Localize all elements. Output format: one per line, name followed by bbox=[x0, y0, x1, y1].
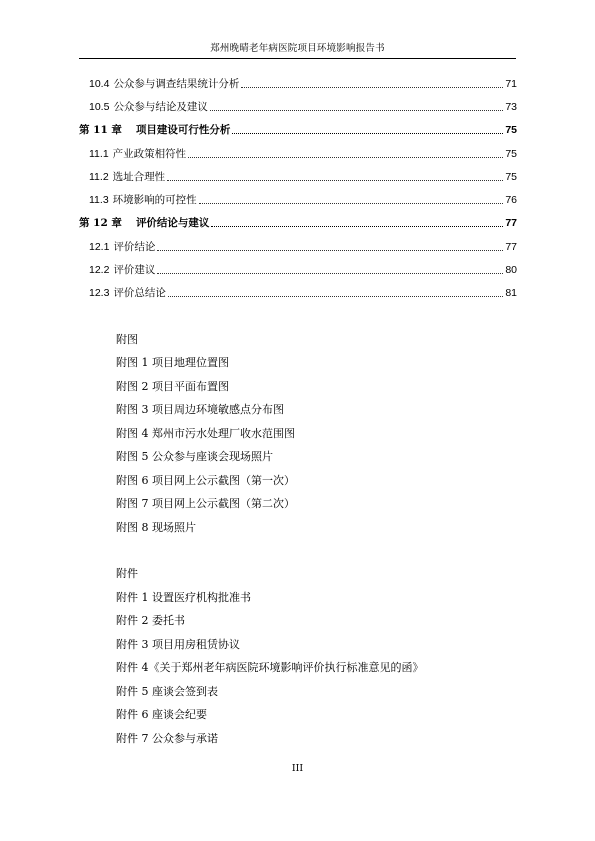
toc-entry-11-3[interactable] bbox=[79, 192, 517, 208]
toc-entry-12-3[interactable] bbox=[79, 285, 517, 301]
attachment-item: 附件 2 委托书 bbox=[116, 614, 185, 627]
figures-heading: 附图 bbox=[116, 333, 138, 346]
toc-leader bbox=[241, 87, 503, 88]
toc-number: 11.3 bbox=[89, 194, 109, 206]
toc-page: 75 bbox=[505, 148, 517, 160]
toc-leader bbox=[211, 226, 503, 227]
attachments-heading: 附件 bbox=[116, 567, 138, 580]
toc-page: 75 bbox=[505, 124, 517, 136]
toc-leader bbox=[167, 180, 503, 181]
toc-leader bbox=[157, 250, 503, 251]
toc-page: 76 bbox=[505, 194, 517, 206]
toc-page: 77 bbox=[505, 241, 517, 253]
toc-entry-10-5[interactable] bbox=[79, 99, 517, 115]
attachment-item: 附件 6 座谈会纪要 bbox=[116, 708, 207, 721]
toc-title: 评价总结论 bbox=[113, 287, 166, 299]
toc-chapter-11[interactable] bbox=[79, 122, 517, 138]
toc-entry-12-1[interactable] bbox=[79, 239, 517, 255]
toc-title: 环境影响的可控性 bbox=[112, 194, 197, 206]
toc-number: 10.5 bbox=[89, 101, 110, 113]
toc-title: 公众参与调查结果统计分析 bbox=[113, 78, 240, 90]
figure-item: 附图 2 项目平面布置图 bbox=[116, 380, 229, 393]
toc-title: 评价结论与建议 bbox=[135, 217, 210, 229]
toc-entry-11-1[interactable] bbox=[79, 146, 517, 162]
toc-title: 项目建设可行性分析 bbox=[135, 124, 231, 136]
toc-number: 第 11 章 bbox=[79, 124, 122, 136]
toc-title: 产业政策相符性 bbox=[112, 148, 187, 160]
toc-title: 选址合理性 bbox=[112, 171, 166, 183]
toc-number: 第 12 章 bbox=[79, 217, 122, 229]
figure-item: 附图 1 项目地理位置图 bbox=[116, 356, 229, 369]
toc-number: 11.2 bbox=[89, 171, 109, 183]
toc-title: 评价建议 bbox=[113, 264, 156, 276]
attachment-item: 附件 3 项目用房租赁协议 bbox=[116, 638, 240, 651]
page-number: III bbox=[291, 763, 304, 774]
toc-number: 11.1 bbox=[89, 148, 109, 160]
toc-leader bbox=[210, 110, 503, 111]
toc-page: 81 bbox=[505, 287, 517, 299]
figure-item: 附图 5 公众参与座谈会现场照片 bbox=[116, 450, 273, 463]
toc-page: 77 bbox=[505, 217, 517, 229]
figure-item: 附图 8 现场照片 bbox=[116, 521, 196, 534]
toc-entry-11-2[interactable] bbox=[79, 169, 517, 185]
toc-leader bbox=[157, 273, 503, 274]
figure-item: 附图 4 郑州市污水处理厂收水范围图 bbox=[116, 427, 295, 440]
toc-number: 12.1 bbox=[89, 241, 110, 253]
attachment-item: 附件 5 座谈会签到表 bbox=[116, 685, 218, 698]
toc-page: 80 bbox=[505, 264, 517, 276]
toc-title: 评价结论 bbox=[113, 241, 156, 253]
header-divider bbox=[79, 58, 516, 59]
toc-leader bbox=[188, 157, 503, 158]
toc-title: 公众参与结论及建议 bbox=[113, 101, 208, 113]
attachment-item: 附件 7 公众参与承诺 bbox=[116, 732, 218, 745]
toc-page: 71 bbox=[505, 78, 517, 90]
running-header: 郑州晚晴老年病医院项目环境影响报告书 bbox=[210, 43, 385, 54]
figure-item: 附图 7 项目网上公示截图（第二次） bbox=[116, 497, 295, 510]
toc-entry-10-4[interactable] bbox=[79, 76, 517, 92]
toc-leader bbox=[199, 203, 504, 204]
toc-number: 10.4 bbox=[89, 78, 110, 90]
attachment-item: 附件 4《关于郑州老年病医院环境影响评价执行标准意见的函》 bbox=[116, 661, 424, 674]
toc-number: 12.3 bbox=[89, 287, 110, 299]
attachment-item: 附件 1 设置医疗机构批准书 bbox=[116, 591, 251, 604]
figure-item: 附图 6 项目网上公示截图（第一次） bbox=[116, 474, 295, 487]
toc-leader bbox=[232, 133, 503, 134]
toc-leader bbox=[168, 296, 503, 297]
figure-item: 附图 3 项目周边环境敏感点分布图 bbox=[116, 403, 284, 416]
toc-number: 12.2 bbox=[89, 264, 110, 276]
toc-entry-12-2[interactable] bbox=[79, 262, 517, 278]
toc-page: 75 bbox=[505, 171, 517, 183]
toc-page: 73 bbox=[505, 101, 517, 113]
toc-chapter-12[interactable] bbox=[79, 215, 517, 231]
